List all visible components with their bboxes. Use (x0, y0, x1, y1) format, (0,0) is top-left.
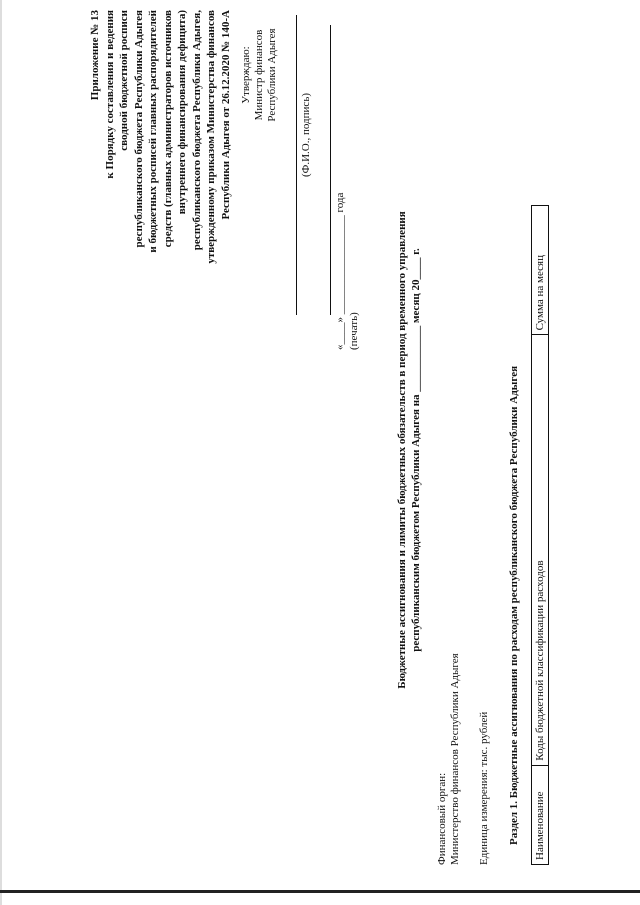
section-title: Раздел 1. Бюджетные ассигнования по расходам республиканского бюджета Республики Адыгея (508, 365, 520, 845)
fio-underline (330, 25, 331, 315)
fin-organ-label: Финансовый орган: (436, 772, 448, 865)
appendix-line: Приложение № 13 (89, 10, 101, 101)
title-line: республиканским бюджетом Республики Адыгея на ____________ месяц 20____ г. (410, 248, 422, 652)
appendix-header (88, 10, 233, 350)
appendix-line: утвержденному приказом Министерства финансов (205, 10, 217, 264)
approval-position: Республики Адыгея (266, 28, 278, 122)
fio-caption: (Ф.И.О., подпись) (300, 93, 312, 177)
approval-position: Министр финансов (253, 29, 265, 121)
header-codes: Коды бюджетной классификации расходов (532, 335, 549, 765)
appendix-line: внутреннего финансирования дефицита) (176, 10, 188, 215)
document-title (395, 75, 423, 825)
header-sum: Сумма на месяц (532, 206, 549, 335)
appendix-line: сводной бюджетной росписи (118, 10, 130, 151)
approval-date: «____» __________________ года (334, 192, 346, 350)
section-table (531, 205, 549, 865)
appendix-line: к Порядку составления и ведения (103, 10, 116, 179)
title-line: Бюджетные ассигнования и лимиты бюджетных обязательств в период временного управления (396, 211, 408, 689)
header-name: Наименование (532, 765, 549, 864)
unit-of-measure: Единица измерения: тыс. рублей (478, 711, 490, 865)
appendix-line: республиканского бюджета Республики Адыгея (132, 10, 145, 248)
fin-organ-value: Министерство финансов Республики Адыгея (449, 653, 461, 865)
table-header-row (532, 206, 549, 865)
stamp-caption: (печать) (348, 312, 360, 350)
appendix-line: республиканского бюджета Республики Адыгея, (190, 10, 203, 251)
scan-bottom-edge (0, 890, 640, 893)
approval-block (240, 15, 279, 135)
appendix-line: Республики Адыгея от 26.12.2020 № 140-А (219, 10, 232, 220)
approval-label: Утверждаю: (240, 46, 252, 104)
signature-line (296, 15, 297, 315)
appendix-line: средств (главных администраторов источников (161, 10, 174, 248)
appendix-line: и бюджетных росписей главных распорядителей (147, 10, 159, 253)
financial-organ (436, 653, 462, 865)
